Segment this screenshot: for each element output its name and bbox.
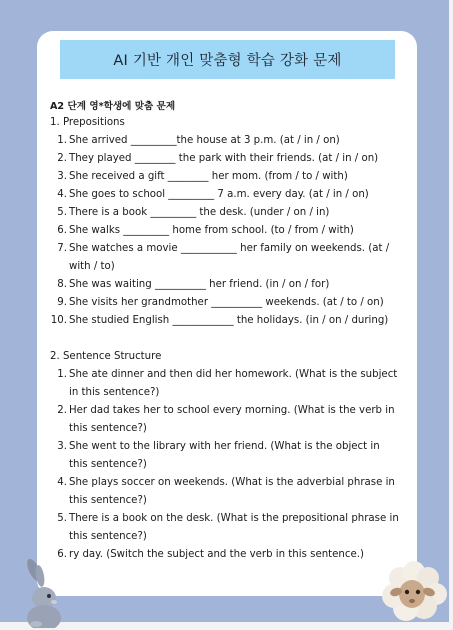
question-item: 7. She watches a movie ___________ her family on weekends. (at / with / to): [57, 243, 390, 272]
worksheet-content: [50, 100, 400, 564]
question-item: 2. They played ________ the park with their friends. (at / in / on): [57, 153, 379, 164]
sentence-structure-list: [50, 366, 400, 564]
question-item: 3. She received a gift ________ her mom. (from / to / with): [57, 171, 348, 182]
question-item: 8. She was waiting __________ her friend. (in / on / for): [57, 279, 330, 290]
question-item: 5. There is a book _________ the desk. (under / on / in): [57, 207, 330, 218]
level-subtitle: A2 단계 영*학생에 맞춤 문제: [50, 101, 176, 112]
question-item: 6. She walks _________ home from school. (to / from / with): [57, 225, 354, 236]
question-item: 3. She went to the library with her friend. (What is the object in this sentence?): [57, 441, 380, 470]
question-item: 1. She ate dinner and then did her homework. (What is the subject in this sentence?): [57, 369, 398, 398]
section-heading-sentence-structure: 2. Sentence Structure: [50, 351, 162, 362]
question-item: 6. ry day. (Switch the subject and the verb in this sentence.): [57, 549, 364, 560]
question-item: 2. Her dad takes her to school every morning. (What is the verb in this sentence?): [57, 405, 395, 434]
question-item: 4. She goes to school _________ 7 a.m. every day. (at / in / on): [57, 189, 369, 200]
page-title: AI 기반 개인 맞춤형 학습 강화 문제: [60, 40, 395, 79]
question-item: 1. She arrived _________the house at 3 p.m. (at / in / on): [57, 135, 340, 146]
question-item: 9. She visits her grandmother __________ weekends. (at / to / on): [57, 297, 384, 308]
section-gap: [50, 330, 400, 348]
section-heading-prepositions: 1. Prepositions: [50, 117, 125, 128]
question-item: 5. There is a book on the desk. (What is the prepositional phrase in this sentence?): [57, 513, 399, 542]
sheep-illustration: [374, 552, 450, 628]
question-item: 4. She plays soccer on weekends. (What is the adverbial phrase in this sentence?): [57, 477, 395, 506]
question-item: 10. She studied English ____________ the holidays. (in / on / during): [50, 315, 389, 326]
bunny-illustration: [16, 558, 66, 628]
prepositions-list: [50, 132, 400, 330]
